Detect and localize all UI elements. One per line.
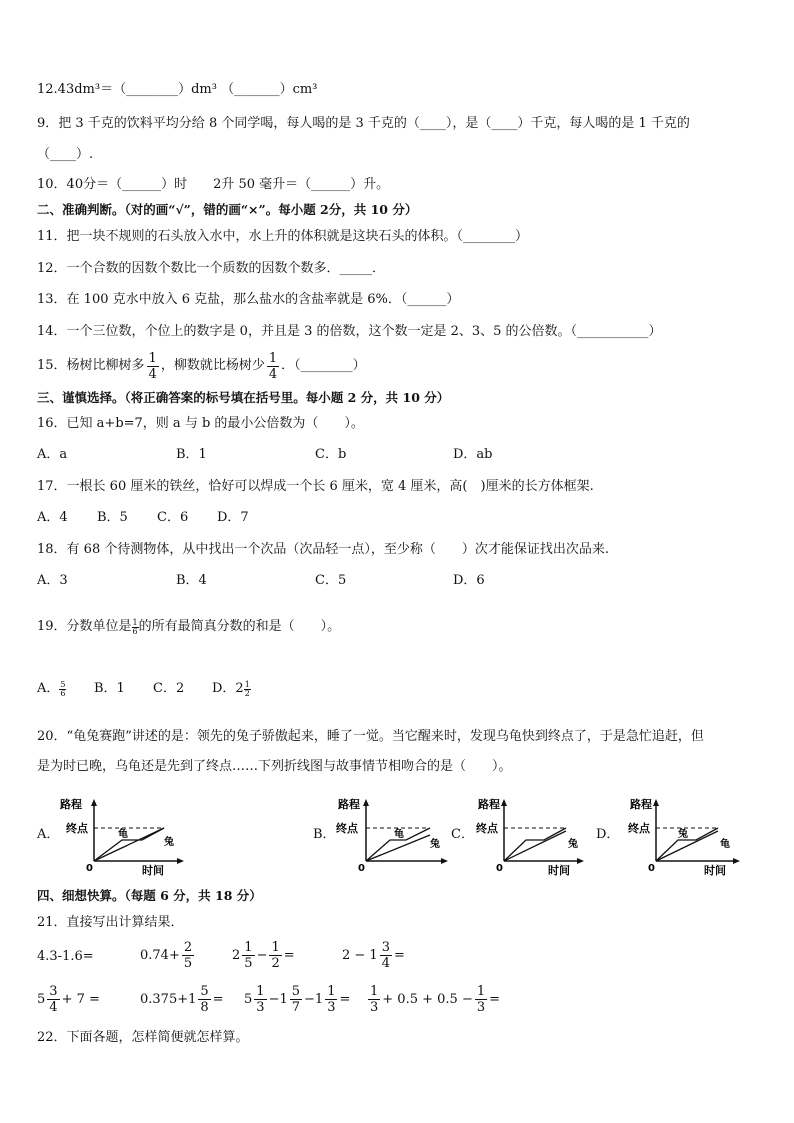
fraction (47, 984, 59, 1015)
question-10-line: 10．40分＝（______）时 2升 50 毫升＝（______）升。 (37, 177, 390, 192)
frac-den: 7 (291, 1000, 301, 1015)
frac-num: 2 (183, 940, 193, 955)
question-13-line: 13．在 100 克水中放入 6 克盐，那么盐水的含盐率就是 6%．（______） (37, 292, 460, 307)
q16-option-d: D．ab (453, 447, 493, 462)
section-4-heading: 四、细想快算。（每题 6 分，共 18 分） (37, 888, 262, 903)
turtle-label: 龟 (118, 829, 128, 840)
q19-option-d (212, 680, 251, 698)
frac-den: 4 (49, 1000, 58, 1015)
question-12-line: 12．一个合数的因数个数比一个质数的因数个数多．_____． (37, 261, 386, 276)
q16-option-a: A．a (37, 447, 68, 462)
frac-num: 1 (370, 984, 379, 999)
calc-eq: = (283, 948, 295, 963)
q19-d-label: D．2 (212, 681, 244, 696)
q15-fraction-1 (147, 351, 159, 382)
calc-op: −1 (304, 992, 324, 1007)
calc-text: + 0.5 + 0.5 − (382, 992, 473, 1007)
frac-num: 1 (148, 350, 157, 366)
frac-num: 1 (476, 984, 486, 999)
turtle-label: 龟 (394, 829, 404, 840)
q16-option-c: C．b (315, 447, 347, 462)
fraction (254, 984, 266, 1015)
frac-num: 3 (49, 984, 58, 999)
end-label: 终点 (476, 822, 498, 835)
q20-option-a-label: A． (37, 827, 60, 842)
question-19-line (37, 618, 340, 636)
q17-option-b: B．5 (97, 510, 128, 525)
q19-text-b: 的所有最简真分数的和是（ ）。 (138, 619, 341, 634)
frac-den: 5 (183, 956, 193, 971)
calc-text: 2 − 1 (342, 948, 378, 963)
frac-den: 4 (148, 366, 157, 382)
calc-eq: = (393, 948, 405, 963)
frac-num: 1 (327, 984, 336, 999)
end-label: 终点 (66, 822, 88, 835)
frac-den: 4 (381, 956, 390, 971)
x-axis-label: 时间 (704, 864, 726, 877)
calc-eq: = (339, 992, 351, 1007)
calc-text: + 7 = (61, 992, 100, 1007)
fraction (182, 940, 194, 971)
rabbit-label: 兔 (568, 839, 578, 850)
y-axis-label: 路程 (478, 798, 500, 811)
calc-eq: = (489, 992, 501, 1007)
frac-num: 1 (132, 617, 138, 627)
frac-den: 6 (132, 626, 138, 636)
frac-den: 3 (370, 1000, 379, 1015)
calc-r2c1 (37, 984, 100, 1015)
q18-option-d: D．6 (453, 573, 485, 588)
frac-num: 3 (381, 940, 390, 955)
q15-text-c: ．（________） (281, 358, 366, 373)
origin-label: 0 (496, 863, 503, 874)
rabbit-label: 兔 (164, 837, 174, 848)
origin-label: 0 (86, 863, 93, 874)
y-axis-label: 路程 (630, 798, 652, 811)
calc-r2c2 (140, 984, 224, 1015)
question-20-line: 20．“龟兔赛跑”讲述的是：领先的兔子骄傲起来，睡了一觉。当它醒来时，发现乌龟快到终点了，于是急忙追赶，但 (37, 729, 704, 744)
q15-fraction-2 (267, 351, 279, 382)
frac-den: 3 (256, 1000, 265, 1015)
calc-op: −1 (268, 992, 288, 1007)
fraction (198, 984, 210, 1015)
fraction (242, 940, 254, 971)
turtle-label: 龟 (720, 839, 730, 850)
y-axis-label: 路程 (338, 798, 360, 811)
frac-den: 4 (268, 366, 278, 382)
q15-text-a: 15．杨树比柳树多 (37, 358, 145, 373)
q19-a-fraction (59, 681, 66, 698)
frac-den: 6 (60, 688, 66, 698)
calc-whole: 5 (37, 992, 46, 1007)
calc-text: 0.375+1 (140, 992, 197, 1007)
question-16-line: 16．已知 a+b=7，则 a 与 b 的最小公倍数为（ ）。 (37, 416, 364, 431)
question-14-line: 14．一个三位数，个位上的数字是 0，并且是 3 的倍数，这个数一定是 2、3、5 的公倍数。（___________） (37, 324, 662, 339)
question-9-line-cont: （____）. (37, 147, 94, 162)
fraction (290, 984, 302, 1015)
frac-num: 1 (268, 350, 278, 366)
question-11-line: 11．把一块不规则的石头放入水中，水上升的体积就是这块石头的体积。（________） (37, 229, 529, 244)
q17-option-d: D．7 (217, 510, 249, 525)
frac-num: 5 (200, 984, 209, 999)
q20-option-d-label: D． (596, 827, 620, 842)
question-22-line: 22．下面各题，怎样简便就怎样算。 (37, 1030, 249, 1045)
q20-graph-a (60, 795, 190, 877)
end-label: 终点 (628, 822, 650, 835)
q18-option-a: A．3 (37, 573, 68, 588)
q18-option-c: C．5 (315, 573, 347, 588)
calc-op: − (256, 948, 268, 963)
question-9-line: 9．把 3 千克的饮料平均分给 8 个同学喝，每人喝的是 3 千克的（____），是（____）千克，每人喝的是 1 千克的 (37, 116, 690, 131)
calc-whole: 2 (232, 948, 241, 963)
q20-graph-c (470, 795, 588, 877)
question-15-line (37, 348, 366, 384)
q16-option-b: B．1 (176, 447, 207, 462)
q15-text-b: ，柳数就比杨树少 (160, 358, 265, 373)
calc-eq: = (212, 992, 224, 1007)
section-2-heading: 二、准确判断。（对的画“√”，错的画“×”。每小题 2分，共 10 分） (37, 202, 418, 217)
frac-num: 5 (291, 984, 301, 999)
frac-den: 2 (271, 956, 280, 971)
q20-option-b-label: B． (313, 827, 336, 842)
calc-whole: 5 (244, 992, 253, 1007)
q19-option-c: C．2 (153, 681, 185, 696)
frac-den: 2 (244, 688, 250, 698)
origin-label: 0 (648, 863, 655, 874)
q19-option-a (37, 680, 66, 698)
fraction (269, 940, 281, 971)
frac-num: 1 (256, 984, 265, 999)
y-axis-label: 路程 (60, 798, 82, 811)
question-21-line: 21．直接写出计算结果． (37, 915, 184, 930)
x-axis-label: 时间 (548, 864, 570, 877)
frac-den: 5 (244, 956, 253, 971)
calc-r2c3 (244, 984, 350, 1015)
q20-graph-b (332, 795, 452, 877)
end-label: 终点 (336, 822, 358, 835)
frac-den: 8 (200, 1000, 209, 1015)
x-axis-label: 时间 (142, 864, 164, 877)
rabbit-label: 兔 (430, 839, 440, 850)
q20-option-c-label: C． (451, 827, 474, 842)
question-17-line: 17．一根长 60 厘米的铁丝，恰好可以焊成一个长 6 厘米，宽 4 厘米，高( )厘米的长方体框架. (37, 479, 594, 494)
fraction (368, 984, 380, 1015)
calc-text: 0.74+ (140, 948, 180, 963)
calc-r1c4 (342, 940, 405, 971)
origin-label: 0 (358, 863, 365, 874)
q19-unit-fraction (132, 619, 139, 636)
q19-a-label: A． (37, 681, 60, 696)
frac-num: 1 (244, 940, 253, 955)
q17-option-c: C．6 (157, 510, 189, 525)
fraction (325, 984, 337, 1015)
q17-option-a: A．4 (37, 510, 68, 525)
q20-graph-d (618, 795, 748, 877)
frac-num: 5 (60, 679, 66, 689)
q19-text-a: 19．分数单位是 (37, 619, 132, 634)
calc-r2c4 (366, 984, 500, 1015)
frac-num: 1 (271, 940, 280, 955)
calc-r1c3 (232, 940, 295, 971)
question-18-line: 18．有 68 个待测物体，从中找出一个次品（次品轻一点），至少称（ ）次才能保证找出次品来. (37, 542, 609, 557)
fraction (475, 984, 487, 1015)
frac-num: 1 (244, 679, 250, 689)
frac-den: 3 (327, 1000, 336, 1015)
calc-r1c2 (140, 940, 196, 971)
frac-den: 3 (476, 1000, 486, 1015)
q19-option-b: B．1 (94, 681, 125, 696)
q18-option-b: B．4 (176, 573, 207, 588)
section-3-heading: 三、谨慎选择。（将正确答案的标号填在括号里。每小题 2 分，共 10 分） (37, 390, 450, 405)
question-8-line: 12.43dm³＝（________）dm³ （_______）cm³ (37, 82, 318, 97)
q19-d-fraction (244, 681, 251, 698)
fraction (380, 940, 392, 971)
calc-r1c1: 4.3-1.6= (37, 949, 94, 964)
question-20-line-cont: 是为时已晚，乌龟还是先到了终点……下列折线图与故事情节相吻合的是（ ）。 (37, 759, 512, 774)
rabbit-label: 兔 (678, 829, 688, 840)
